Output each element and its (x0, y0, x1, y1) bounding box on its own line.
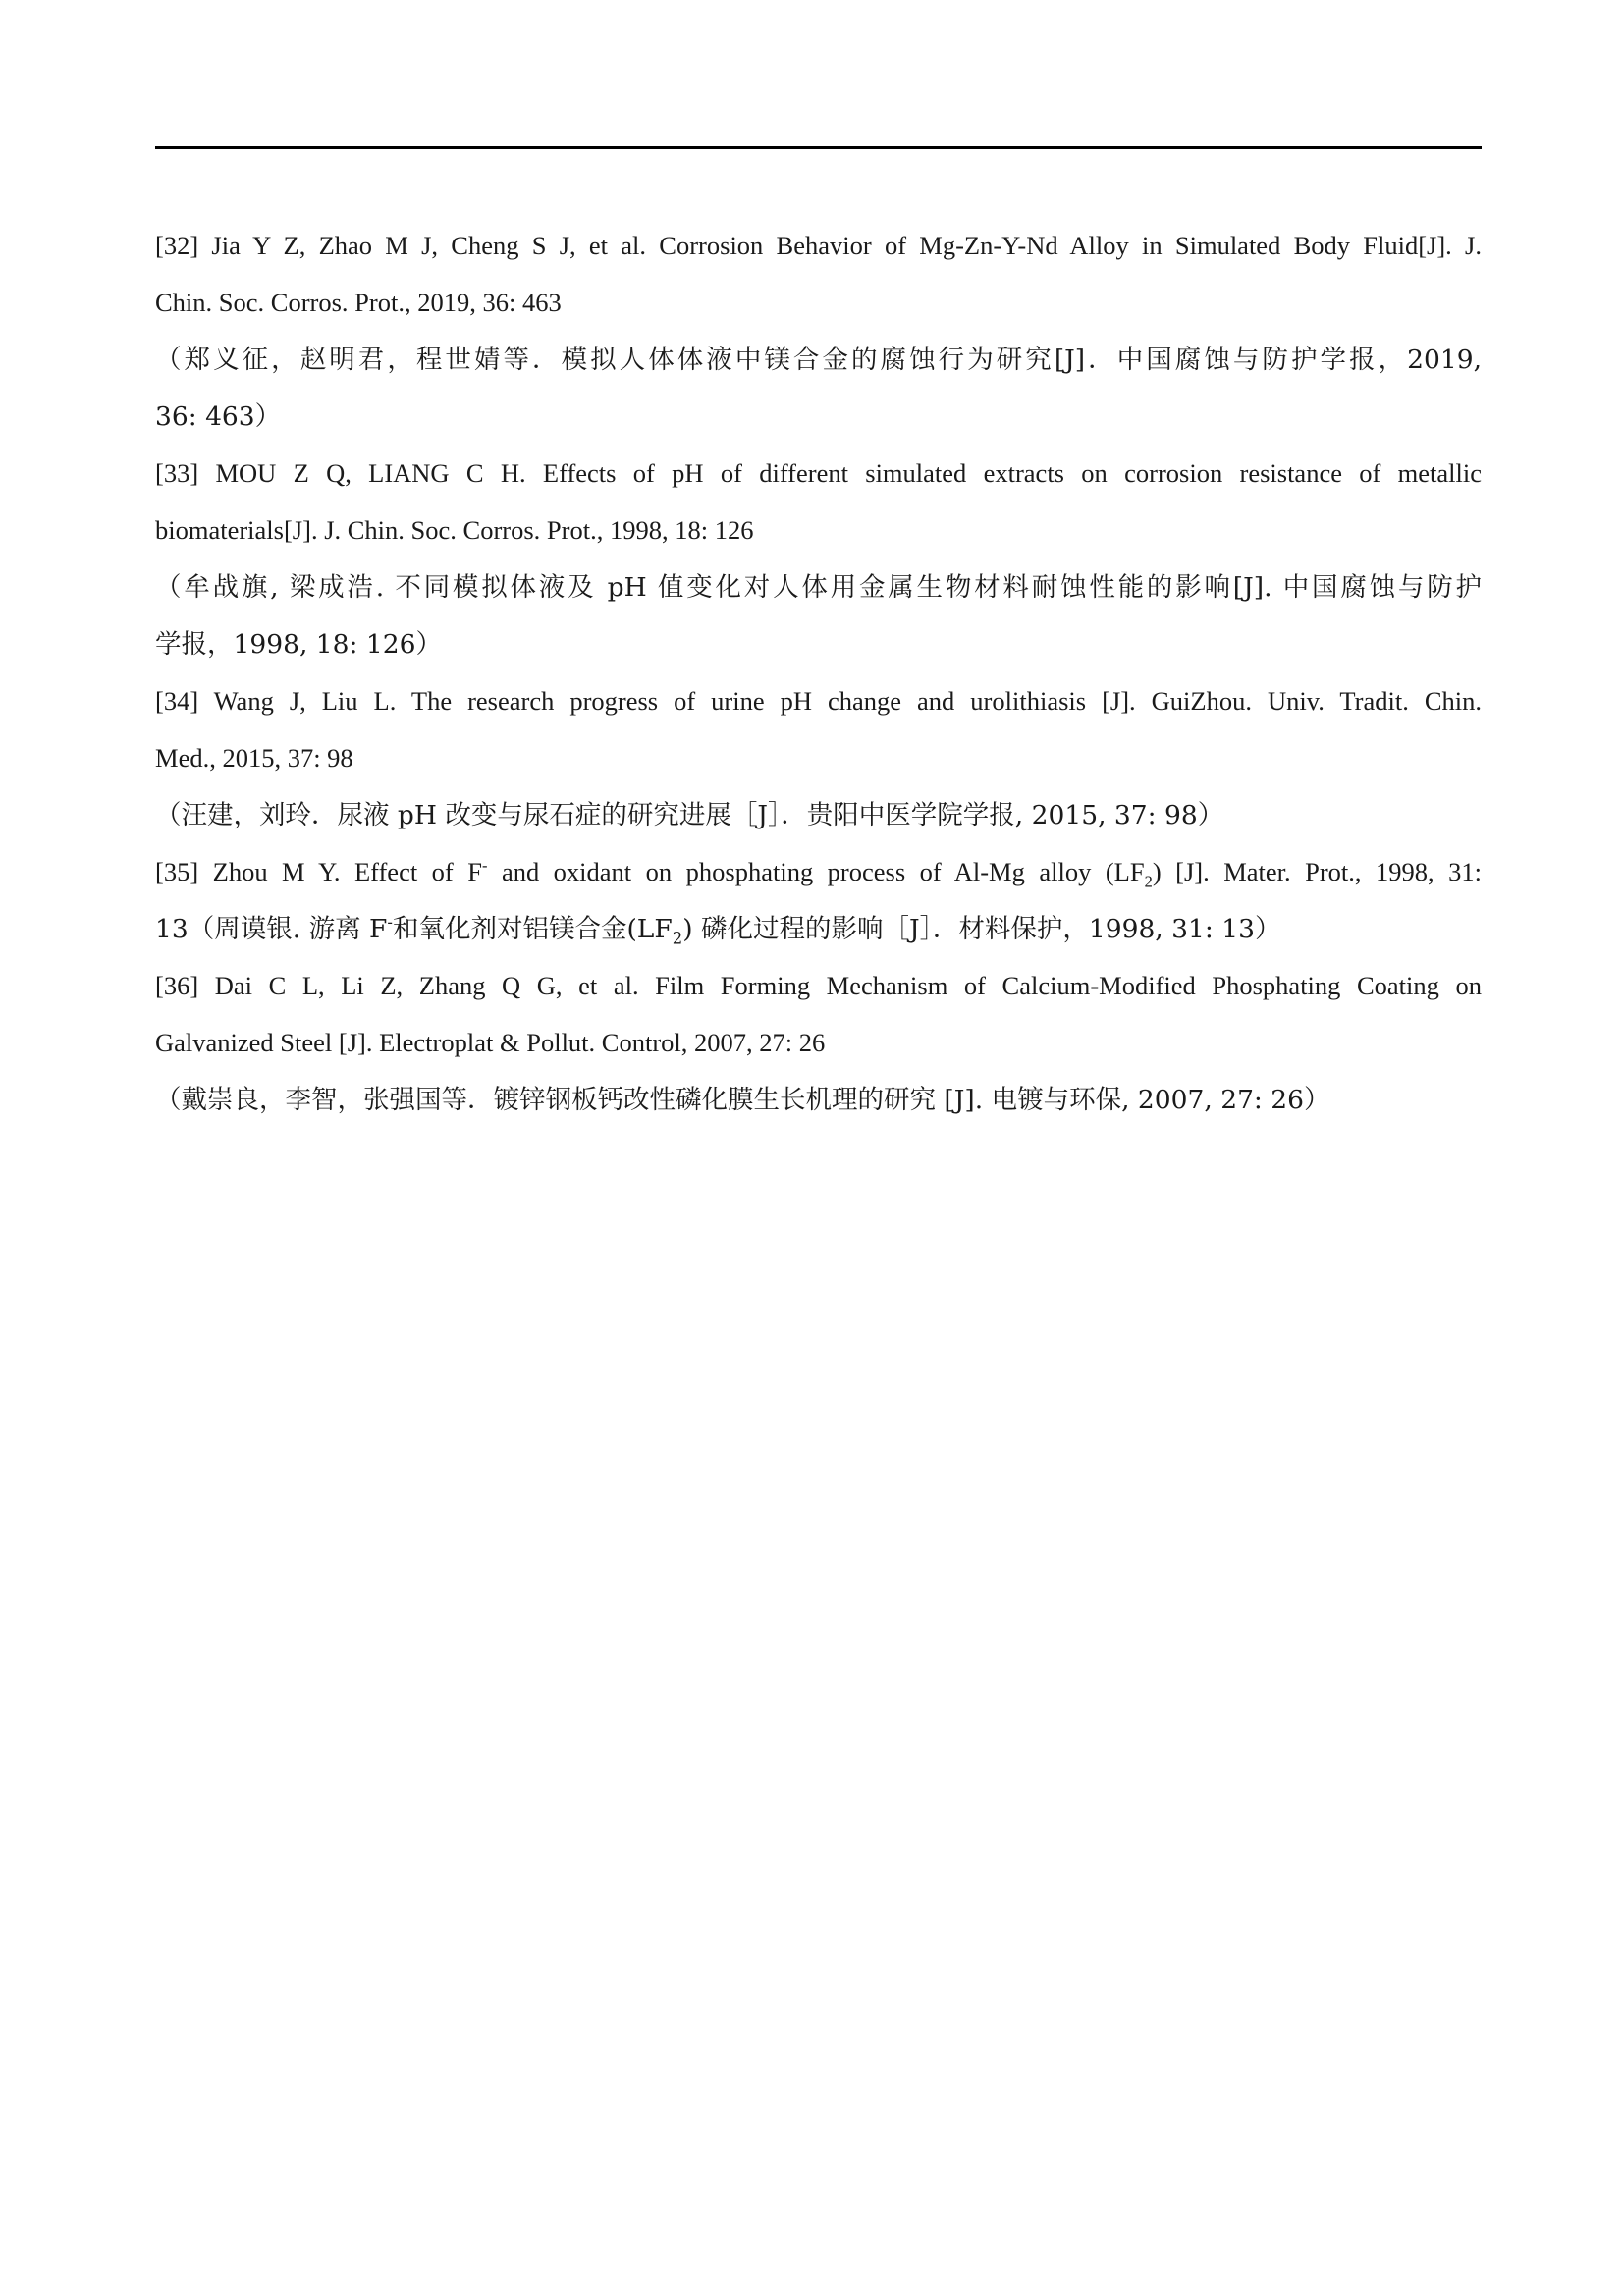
reference-text: ) [J]. Mater. Prot., 1998, 31: (1152, 857, 1482, 886)
reference-line (155, 856, 1482, 891)
reference-line: [32] Jia Y Z, Zhao M J, Cheng S J, et al. Corrosion Behavior of Mg-Zn-Y-Nd Alloy in Simulated Body Fluid[J]. J. (155, 231, 1482, 260)
reference-translation-line: 36: 463） (155, 401, 282, 432)
subscript-two: 2 (672, 929, 683, 948)
reference-line: Galvanized Steel [J]. Electroplat & Pollut. Control, 2007, 27: 26 (155, 1028, 826, 1057)
reference-line: [36] Dai C L, Li Z, Zhang Q G, et al. Film Forming Mechanism of Calcium-Modified Phosphating Coating on (155, 971, 1482, 1000)
reference-translation-line: （戴崇良，李智，张强国等．镀锌钢板钙改性磷化膜生长机理的研究 [J]. 电镀与环保, 2007, 27: 26） (155, 1085, 1330, 1115)
reference-text: [35] Zhou M Y. Effect of F (155, 857, 482, 886)
reference-line: biomaterials[J]. J. Chin. Soc. Corros. Prot., 1998, 18: 126 (155, 515, 754, 545)
reference-translation-line: （汪建，刘玲．尿液 pH 改变与尿石症的研究进展［J］．贵阳中医学院学报, 2015, 37: 98） (155, 800, 1224, 830)
reference-item-34 (155, 687, 1482, 829)
reference-text: 13（周谟银. 游离 F (155, 914, 388, 944)
reference-text: 和氧化剂对铝镁合金(LF (392, 914, 673, 944)
reference-item-36 (155, 972, 1482, 1114)
reference-line: Chin. Soc. Corros. Prot., 2019, 36: 463 (155, 288, 562, 317)
superscript-minus: - (481, 856, 488, 876)
reference-text: and oxidant on phosphating process of Al-Mg alloy (LF (487, 857, 1145, 886)
reference-translation-line: 学报，1998, 18: 126） (155, 629, 442, 660)
reference-translation-line (155, 913, 1482, 948)
subscript-two: 2 (1144, 872, 1153, 891)
reference-line: [33] MOU Z Q, LIANG C H. Effects of pH of different simulated extracts on corrosion resistance of metallic (155, 458, 1482, 488)
reference-item-33 (155, 459, 1482, 659)
reference-translation-line: （郑义征，赵明君，程世婧等．模拟人体体液中镁合金的腐蚀行为研究[J]．中国腐蚀与防护学报，2019, (155, 345, 1482, 375)
reference-line: Med., 2015, 37: 98 (155, 743, 353, 773)
superscript-minus: - (387, 913, 393, 933)
reference-list (155, 232, 1482, 1143)
header-rule (155, 146, 1482, 149)
reference-text: ) 磷化过程的影响［J］．材料保护，1998, 31: 13） (682, 914, 1281, 944)
reference-line: [34] Wang J, Liu L. The research progress of urine pH change and urolithiasis [J]. GuiZhou. Univ. Tradit. Chin. (155, 686, 1482, 716)
reference-item-35 (155, 856, 1482, 948)
reference-translation-line: （牟战旗, 梁成浩. 不同模拟体液及 pH 值变化对人体用金属生物材料耐蚀性能的影响[J]. 中国腐蚀与防护 (155, 572, 1482, 603)
reference-item-32 (155, 232, 1482, 431)
